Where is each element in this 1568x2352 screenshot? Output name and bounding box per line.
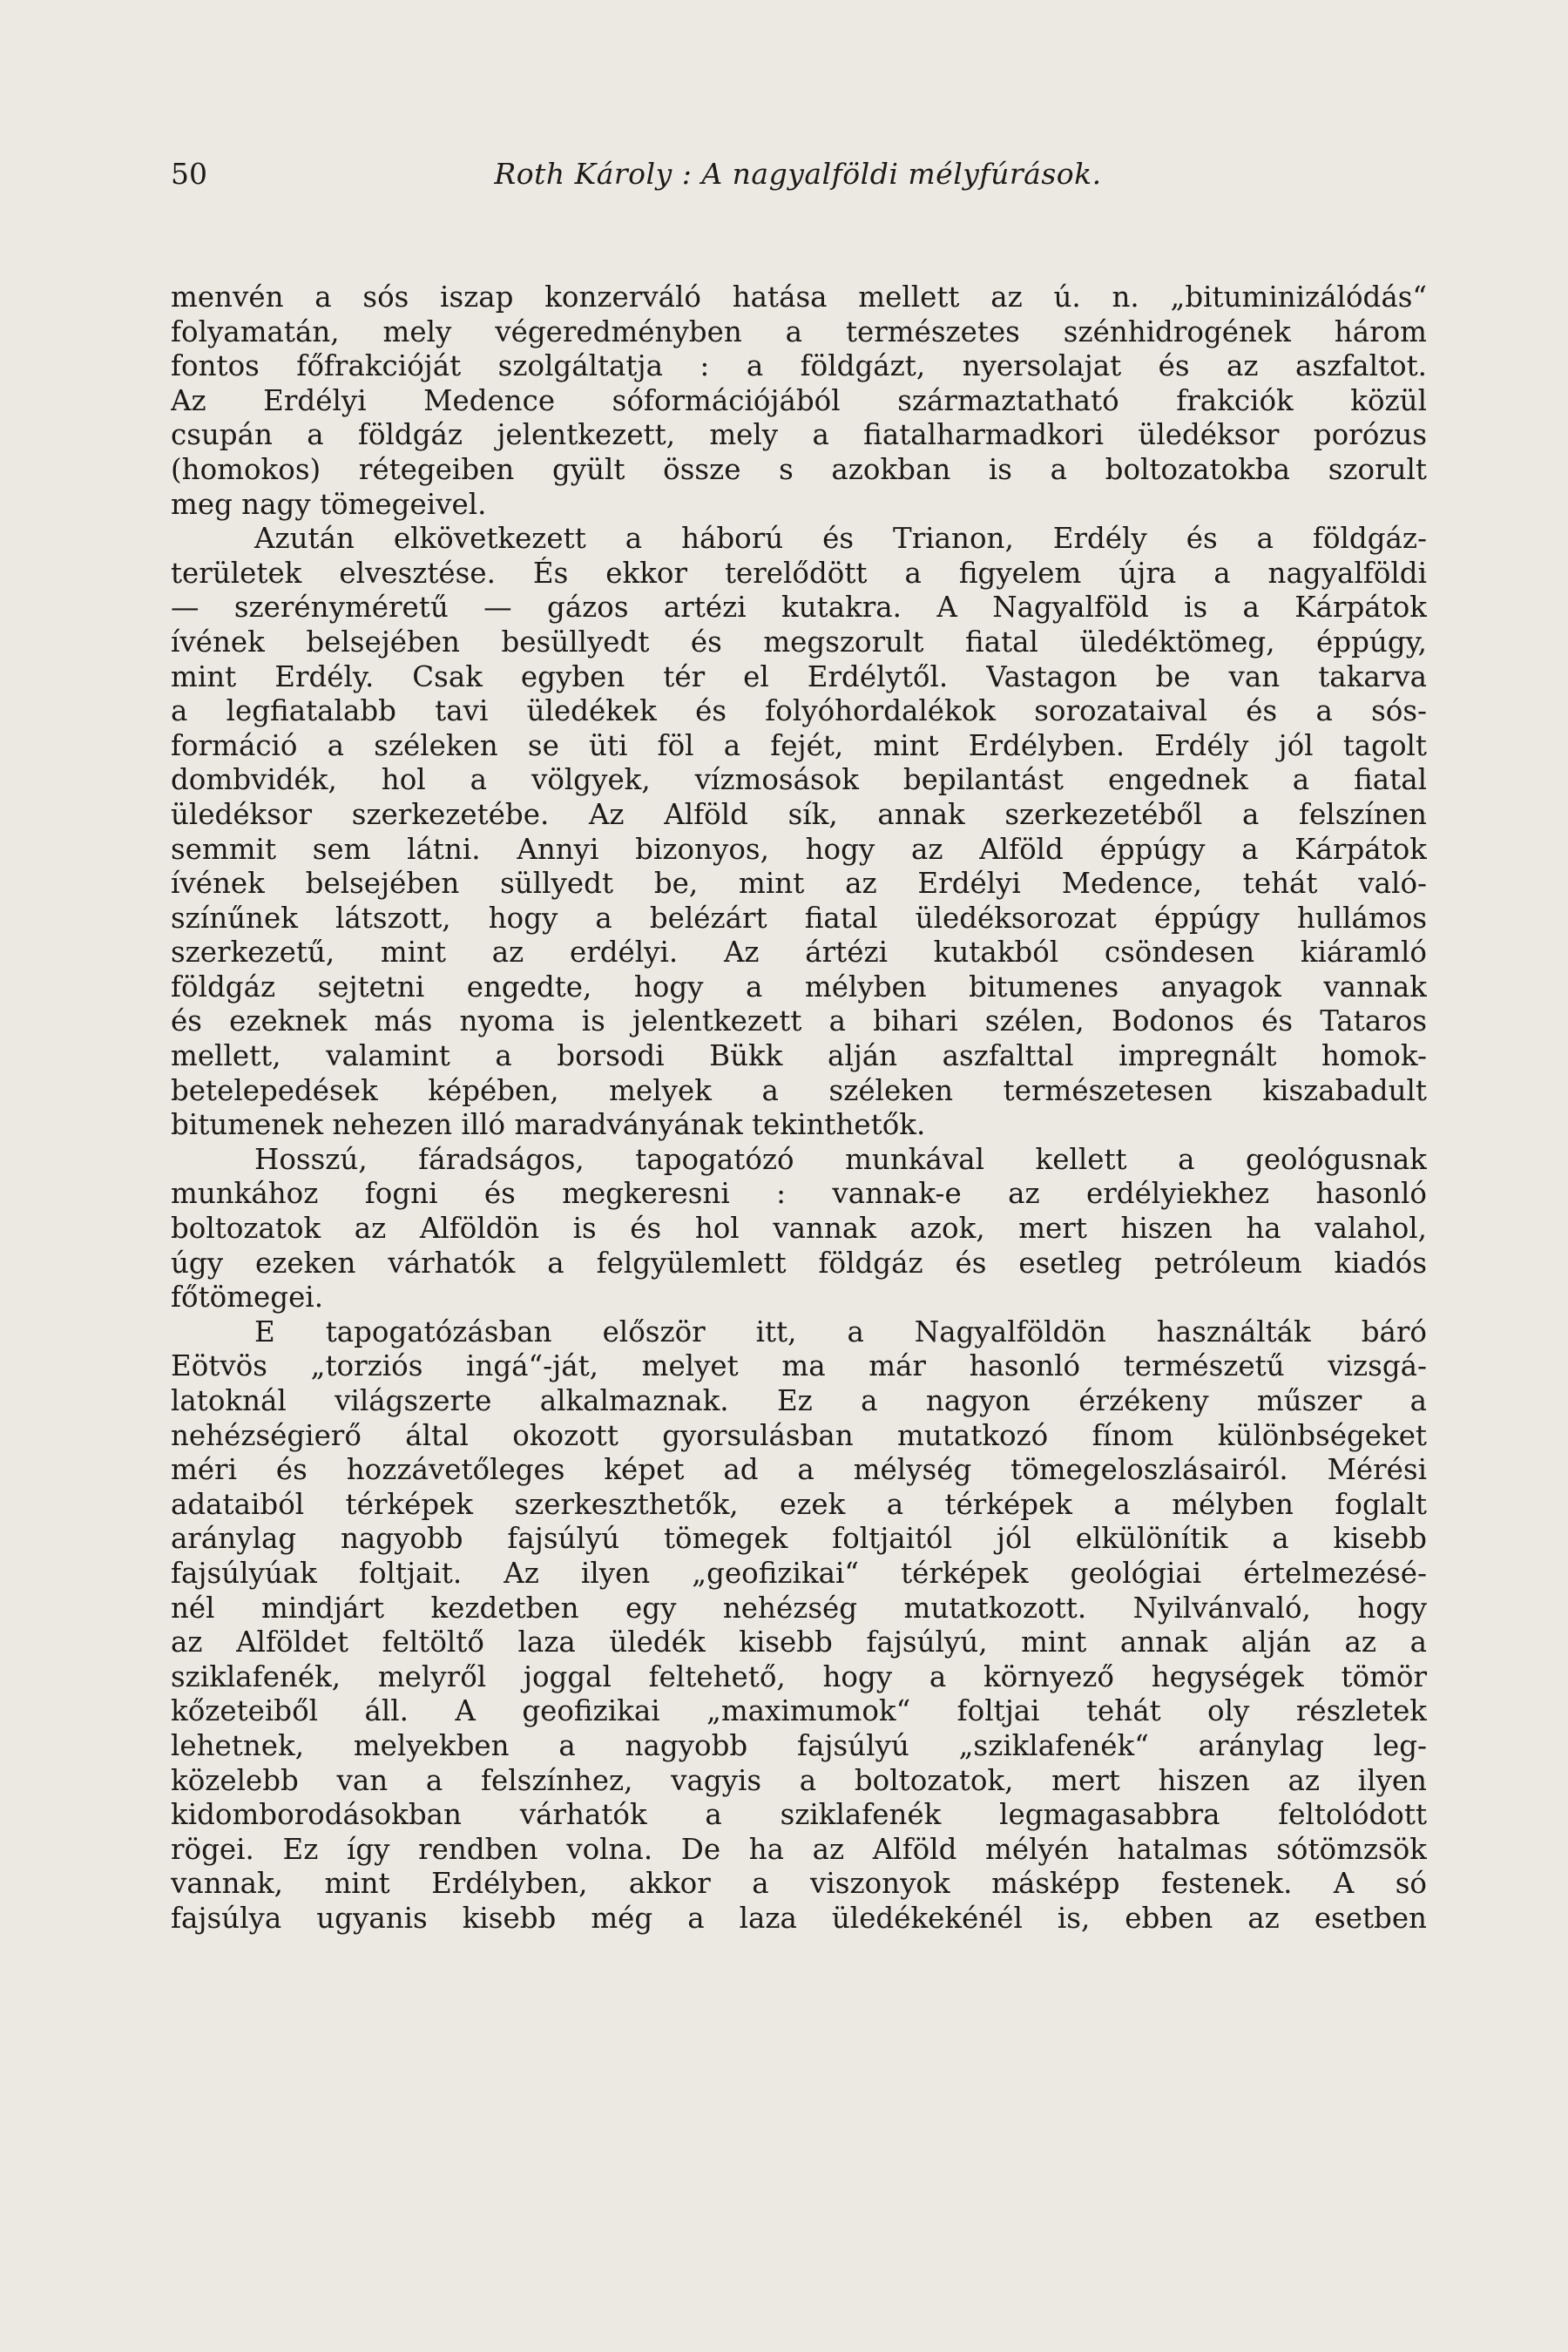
text-line: (homokos) rétegeiben gyült össze s azokban is a boltozatokba szorult — [171, 452, 1427, 486]
text-line: és ezeknek más nyoma is jelentkezett a bihari szélen, Bodonos és Tataros — [171, 1004, 1427, 1038]
text-line: területek elvesztése. És ekkor terelődött a figyelem újra a nagyalföldi — [171, 556, 1427, 590]
text-line: bitumenek nehezen illó maradványának tekinthetők. — [171, 1108, 926, 1142]
text-line: adataiból térképek szerkeszthetők, ezek a térképek a mélyben foglalt — [171, 1487, 1427, 1521]
text-line: Az Erdélyi Medence sóformációjából származtatható frakciók közül — [171, 383, 1427, 417]
text-line: ívének belsejében süllyedt be, mint az Erdélyi Medence, tehát való- — [171, 867, 1427, 901]
text-line: latoknál világszerte alkalmaznak. Ez a nagyon érzékeny műszer a — [171, 1384, 1427, 1417]
page-number: 50 — [171, 157, 207, 191]
text-line: úgy ezeken várhatók a felgyülemlett földgáz és esetleg petróleum kiadós — [171, 1246, 1427, 1280]
text-line: kidomborodásokban várhatók a sziklafenék legmagasabbra feltolódott — [171, 1798, 1427, 1832]
text-line: Hosszú, fáradságos, tapogatózó munkával kellett a geológusnak — [254, 1142, 1427, 1176]
text-line: csupán a földgáz jelentkezett, mely a fiatalharmadkori üledéksor porózus — [171, 418, 1427, 452]
text-line: ívének belsejében besüllyedt és megszorult fiatal üledéktömeg, éppúgy, — [171, 625, 1427, 659]
text-line: fontos főfrakcióját szolgáltatja : a földgázt, nyersolajat és az aszfaltot. — [171, 349, 1427, 383]
text-line: Azután elkövetkezett a háború és Trianon, Erdély és a földgáz- — [254, 522, 1427, 556]
text-line: színűnek látszott, hogy a belézárt fiatal üledéksorozat éppúgy hullámos — [171, 901, 1427, 935]
text-line: üledéksor szerkezetébe. Az Alföld sík, annak szerkezetéből a felszínen — [171, 797, 1427, 831]
text-line: fajsúlyúak foltjait. Az ilyen „geofizikai“ térképek geológiai értelmezésé- — [171, 1556, 1427, 1590]
text-line: boltozatok az Alföldön is és hol vannak azok, mert hiszen ha valahol, — [171, 1212, 1427, 1246]
text-line: meg nagy tömegeivel. — [171, 487, 487, 521]
text-line: aránylag nagyobb fajsúlyú tömegek foltjaitól jól elkülönítik a kisebb — [171, 1522, 1427, 1556]
text-line: a legfiatalabb tavi üledékek és folyóhordalékok sorozataival és a sós- — [171, 694, 1427, 728]
text-line: Eötvös „torziós ingá“-ját, melyet ma már hasonló természetű vizsgá- — [171, 1349, 1427, 1383]
text-line: az Alföldet feltöltő laza üledék kisebb fajsúlyú, mint annak alján az a — [171, 1625, 1427, 1659]
text-line: sziklafenék, melyről joggal feltehető, hogy a környező hegységek tömör — [171, 1659, 1427, 1693]
text-line: menvén a sós iszap konzerváló hatása mellett az ú. n. „bituminizálódás“ — [171, 280, 1427, 314]
text-line: mint Erdély. Csak egyben tér el Erdélytől. Vastagon be van takarva — [171, 659, 1427, 693]
page-header — [171, 155, 1425, 193]
text-line: közelebb van a felszínhez, vagyis a boltozatok, mert hiszen az ilyen — [171, 1763, 1427, 1797]
text-line: vannak, mint Erdélyben, akkor a viszonyok másképp festenek. A só — [171, 1867, 1427, 1901]
text-line: mellett, valamint a borsodi Bükk alján aszfalttal impregnált homok- — [171, 1039, 1427, 1073]
text-line: nél mindjárt kezdetben egy nehézség mutatkozott. Nyilvánvaló, hogy — [171, 1591, 1427, 1625]
text-line: lehetnek, melyekben a nagyobb fajsúlyú „sziklafenék“ aránylag leg- — [171, 1728, 1427, 1762]
text-line: formáció a széleken se üti föl a fejét, mint Erdélyben. Erdély jól tagolt — [171, 728, 1427, 762]
text-line: főtömegei. — [171, 1281, 324, 1315]
text-line: dombvidék, hol a völgyek, vízmosások bepilantást engednek a fiatal — [171, 763, 1427, 797]
text-line: — szerényméretű — gázos artézi kutakra. A Nagyalföld is a Kárpátok — [171, 591, 1427, 625]
text-line: nehézségierő által okozott gyorsulásban mutatkozó fínom különbségeket — [171, 1418, 1427, 1452]
text-line: földgáz sejtetni engedte, hogy a mélyben bitumenes anyagok vannak — [171, 970, 1427, 1004]
text-line: rögei. Ez így rendben volna. De ha az Alföld mélyén hatalmas sótömzsök — [171, 1832, 1427, 1866]
text-line: folyamatán, mely végeredményben a természetes szénhidrogének három — [171, 314, 1427, 348]
text-line: betelepedések képében, melyek a széleken természetesen kiszabadult — [171, 1073, 1427, 1107]
running-title: Roth Károly : A nagyalföldi mélyfúrások. — [494, 157, 1102, 191]
text-line: méri és hozzávetőleges képet ad a mélység tömegeloszlásairól. Mérési — [171, 1453, 1427, 1487]
text-line: fajsúlya ugyanis kisebb még a laza üledékekénél is, ebben az esetben — [171, 1901, 1427, 1935]
text-line: semmit sem látni. Annyi bizonyos, hogy az Alföld éppúgy a Kárpátok — [171, 832, 1427, 866]
text-line: szerkezetű, mint az erdélyi. Az ártézi kutakból csöndesen kiáramló — [171, 936, 1427, 970]
text-line: munkához fogni és megkeresni : vannak-e az erdélyiekhez hasonló — [171, 1177, 1427, 1211]
text-line: E tapogatózásban először itt, a Nagyalföldön használták báró — [254, 1315, 1427, 1348]
body-text — [171, 280, 1427, 1936]
text-line: kőzeteiből áll. A geofizikai „maximumok“ foltjai tehát oly részletek — [171, 1694, 1427, 1728]
